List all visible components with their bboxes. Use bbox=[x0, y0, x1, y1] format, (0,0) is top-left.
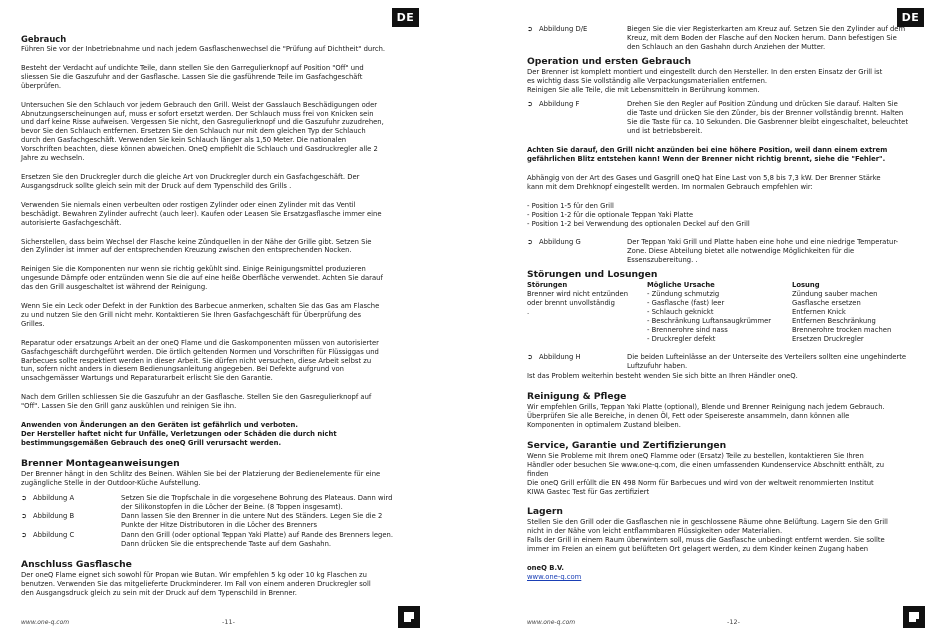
figure-label: Abbildung B bbox=[33, 512, 75, 521]
paragraph: Der oneQ Flame eignet sich sowohl für Propan wie Butan. Wir empfehlen 5 kg oder 10 kg Flaschen zu benutzen. Verwenden Sie das mitgelieferte Druckminderer. Im Fall von einem anderen Druckregler soll den Ausgangsdruck gleich zu sein mit der Druck auf dem Typenschild in Brenner. bbox=[21, 571, 371, 597]
figure-row bbox=[21, 494, 415, 512]
section-troubles bbox=[527, 269, 919, 343]
section-storage bbox=[527, 506, 919, 554]
paragraph: Der Brenner ist komplett montiert und eingestellt durch den Hersteller. In den ersten Einsatz der Grill ist es wichtig dass Sie vollständig alle Verpackungsmaterialien entfernen. Reinigen Sie alle Teile, die mit Lebensmitteln in Berührung kommen. bbox=[527, 67, 883, 94]
figure-row bbox=[527, 238, 919, 265]
section-gebrauch bbox=[21, 34, 415, 54]
table-cell: Zündung sauber machen Gasflasche ersetzen Entfernen Knick Entfernen Beschränkung Brennerohre trocken machen Ersetzen Druckregler bbox=[792, 290, 892, 343]
paragraph: Abhängig von der Art des Gases und Gasgrill oneQ hat Eine Last von 5,8 bis 7,3 kW. Der Brenner Stärke kann mit dem Drehknopf eingestellt werden. Im normalen Gebrauch empfehlen wir: bbox=[527, 173, 881, 191]
paragraph: Stellen Sie den Grill oder die Gasflaschen nie in geschlossene Räume ohne Belüftung. Lagern Sie den Grill nicht in der Nähe von leicht entflammbaren Flüssigkeiten oder Materialien. Falls der Grill in einem Raum überwintern soll, muss die Gasflasche unbedingt entfernt werden. Sie sollte immer im Freien an einem gut belüfteten Ort gelagert werden, zu dem Kinder keinen Zugang haben bbox=[527, 518, 888, 554]
section-montage bbox=[21, 458, 415, 549]
figure-label: Abbildung F bbox=[539, 100, 580, 109]
figure-label: Abbildung D/E bbox=[539, 25, 588, 33]
figure-row bbox=[527, 100, 919, 136]
column-header: Losung bbox=[792, 281, 820, 290]
left-content bbox=[21, 34, 415, 608]
paragraph: Reinigen Sie die Komponenten nur wenn sie richtig gekühlt sind. Einige Reinigungsmittel produzieren ungesunde Dämpfe oder entzünden wenn Sie die auf eine heiße Oberfläche verwendet. Achten Sie darauf das den Grill ausgeschaltet ist während der Reinigung. bbox=[21, 265, 383, 292]
section-service bbox=[527, 440, 919, 497]
oneq-logo bbox=[903, 606, 925, 628]
right-content bbox=[527, 25, 919, 582]
column-header: Störungen bbox=[527, 281, 568, 290]
figure-text: Setzen Sie die Tropfschale in die vorgesehene Bohrung des Plateaus. Dann wird der Silikonstopfen in die Löcher der Beine. (8 Toppen insgesamt). bbox=[121, 493, 393, 511]
paragraph: Wenn Sie Probleme mit Ihrem oneQ Flamme oder (Ersatz) Teile zu bestellen, kontaktieren Sie Ihren Händler oder besuchen Sie www.one-q.com, die einen umfassenden Kundenservice Abschnitt enthält, zu finden Die oneQ Grill erfüllt die EN 498 Norm für Barbecues und wird von der weltweit renommierten Institut KIWA Gastec Test für Gas zertifiziert bbox=[527, 451, 884, 496]
arrow-right-icon: ➲ bbox=[21, 512, 27, 521]
section-heading: Lagern bbox=[527, 506, 563, 518]
footer-url[interactable]: www.one-q.com bbox=[21, 619, 70, 626]
arrow-right-icon: ➲ bbox=[527, 353, 533, 362]
paragraph: Der Brenner hängt in den Schlitz des Beinen. Wählen Sie bei der Platzierung der Bedienelemente für eine zugängliche Stelle in der Outdoor-Küche Aufstellung. bbox=[21, 469, 381, 487]
arrow-right-icon: ➲ bbox=[21, 531, 27, 540]
figure-text: Dann den Grill (oder optional Teppan Yaki Platte) auf Rande des Brenners legen. Dann drücken Sie die entsprechende Taste auf dem Gashahn. bbox=[121, 531, 394, 549]
figure-row bbox=[527, 25, 919, 52]
paragraph: Führen Sie vor der Inbetriebnahme und nach jedem Gasflaschenwechsel die "Prüfung auf Dichtheit" durch. bbox=[21, 45, 386, 53]
section-heading: Operation und ersten Gebrauch bbox=[527, 55, 691, 67]
column-header: Mögliche Ursache bbox=[647, 281, 715, 290]
page-number: -11- bbox=[222, 618, 235, 626]
figure-row bbox=[21, 531, 415, 549]
arrow-right-icon: ➲ bbox=[527, 100, 533, 109]
figure-text: Drehen Sie den Regler auf Position Zündung und drücken Sie darauf. Halten Sie die Taste und drücken Sie den Zünder, bis der Brenner vollständig brennt. Halten Sie die Taste für ca. 10 Sekunden. Die Gasbrenner bleibt eingeschaltet, beleuchtet und ist betriebsbereit. bbox=[627, 100, 909, 136]
section-heading: Brenner Montageanweisungen bbox=[21, 457, 180, 469]
section-heading: Service, Garantie und Zertifizierungen bbox=[527, 439, 727, 451]
footer-url[interactable]: www.one-q.com bbox=[527, 619, 576, 626]
figure-label: Abbildung A bbox=[33, 493, 75, 502]
page-right bbox=[475, 0, 950, 640]
figure-row bbox=[527, 353, 919, 371]
figure-row bbox=[21, 512, 415, 530]
table-cell: - Zündung schmutzig - Gasflasche (fast) leer - Schlauch geknickt - Beschränkung Luftansaugkrümmer - Brennerohre sind nass - Druckregler defekt bbox=[647, 290, 772, 343]
section-heading: Gebrauch bbox=[21, 34, 67, 44]
oneq-logo bbox=[398, 606, 420, 628]
arrow-right-icon: ➲ bbox=[21, 493, 27, 502]
paragraph: Reparatur oder ersatzungs Arbeit an der oneQ Flame und die Gaskomponenten müssen von autorisierter Gasfachgeschäft durchgeführt werden. Die örtlich geltenden Normen und Vorschriften für Flüssiggas und Barbecues sollte respektiert werden in dieser Arbeit. Sie dürfen nicht versuchen, diese Arbeit selbst zu tun, sofern nicht anders in diesem Bedienungsanleitung angegeben. Bei Defekte aufgrund von unsachgemässer Wartungs und Reparaturarbeit erlischt Sie den Garantie. bbox=[21, 338, 379, 383]
paragraph: Ist das Problem weiterhin besteht wenden Sie sich bitte an Ihren Händler oneQ. bbox=[527, 372, 798, 381]
arrow-right-icon: ➲ bbox=[527, 238, 533, 247]
arrow-right-icon: ➲ bbox=[527, 25, 533, 33]
paragraph: Ersetzen Sie den Druckregler durch die gleiche Art von Druckregler durch ein Gasfachgeschäft. Der Ausgangsdruck sollte gleich sein mit der Druck auf dem Typenschild des Grills . bbox=[21, 172, 360, 190]
paragraph: Wenn Sie ein Leck oder Defekt in der Funktion des Barbecue anmerken, schalten Sie das Gas am Flasche zu und nutzen Sie den Grill nicht mehr. Kontaktieren Sie Ihren Gasfachgeschäft für Überprüfung des Grilles. bbox=[21, 302, 380, 328]
figure-label: Abbildung C bbox=[33, 531, 75, 540]
page-number: -12- bbox=[727, 618, 740, 626]
company-name: oneQ B.V. bbox=[527, 564, 564, 573]
warning-text: Achten Sie darauf, den Grill nicht anzünden bei eine höhere Position, weil dann einem extrem gefährlichen Blitz entstehen kann! Wenn der Brenner nicht richtig brennt, siehe die "Fehler". bbox=[527, 146, 888, 163]
position-list: - Position 1-5 für den Grill - Position 1-2 für die optionale Teppan Yaki Platte - Position 1-2 bei Verwendung des optionalen Deckel auf den Grill bbox=[527, 201, 750, 228]
section-operation bbox=[527, 56, 919, 136]
figure-text: Der Teppan Yaki Grill und Platte haben eine hohe und eine niedrige Temperatur- Zone. Diese Abteilung bietet alle notwendige Möglichkeiten für die Essenszubereitung. . bbox=[627, 238, 899, 265]
section-cleaning bbox=[527, 391, 919, 430]
paragraph: Besteht der Verdacht auf undichte Teile, dann stellen Sie den Garregulierknopf auf Position "Off" und sliessen Sie die Gaszufuhr and der Gasflasche. Lassen Sie die gasführende Teile im Gasfachgeschäft überprüfen. bbox=[21, 63, 364, 90]
paragraph: Nach dem Grillen schliessen Sie die Gaszufuhr an der Gasflasche. Stellen Sie den Gasregulierknopf auf "Off". Lassen Sie den Grill ganz auskühlen und reinigen Sie ihn. bbox=[21, 393, 372, 411]
paragraph: Sicherstellen, dass beim Wechsel der Flasche keine Zündquellen in der Nähe der Grille gibt. Setzen Sie den Zylinder ist immer auf der entsprechenden Kreuzung zwischen den entsprechenden Nocken. bbox=[21, 237, 372, 255]
section-heading: Störungen und Losungen bbox=[527, 269, 658, 281]
figure-text: Dann lassen Sie den Brenner in die untere Nut des Ständers. Legen Sie die 2 Punkte der Hitze Distributoren in die Löcher des Brenners bbox=[121, 512, 383, 530]
section-heading: Reinigung & Pflege bbox=[527, 391, 627, 403]
warning-text: Anwenden von Änderungen an den Geräten ist gefährlich und verboten. Der Hersteller haftet nicht fur Unfälle, Verletzungen oder Schäden die durch nicht bestimmungsgemäßen Gebrauch des oneQ Grill verursacht werden. bbox=[21, 421, 337, 447]
figure-text: Die beiden Lufteinlässe an der Unterseite des Verteilers sollten eine ungehinderte Luftzufuhr haben. bbox=[627, 353, 907, 371]
company-link[interactable]: www.one-q.com bbox=[527, 572, 582, 581]
figure-text: Biegen Sie die vier Registerkarten am Kreuz auf. Setzen Sie den Zylinder auf dem Kreuz, mit dem Boden der Flasche auf den Nocken herum. Dann befestigen Sie den Schlauch an den Gashahn durch Anziehen der Mutter. bbox=[627, 25, 906, 51]
paragraph: Verwenden Sie niemals einen verbeulten oder rostigen Zylinder oder einen Zylinder mit das Ventil beschädigt. Bewahren Zylinder aufrecht (auch leer). Kaufen oder Leasen Sie Ersatzgasflasche immer eine autorisierte Gasfachgeschäft. bbox=[21, 200, 382, 227]
paragraph: Untersuchen Sie den Schlauch vor jedem Gebrauch den Grill. Weist der Gasslauch Beschädigungen oder Abnutzungserscheinungen auf, muss er sofort ersetzt werden. Der Schlauch muss frei von Knicken sein und darf keine Risse aufweisen. Vergessen Sie nicht, den Gasregulierknopf und die Gaszufuhr zuzudrehen, bevor Sie den Schlauch entfernen. Ersetzen Sie den Schlauch nur mit dem gleichen Typ der Schlauch durch den Gasfachgeschäft. Verwenden Sie kein Schlauch länger als 1,50 Meter. Die nationalen Vorschriften beachten, diese können abweichen. OneQ empfiehlt die Schlauch und Gasdruckregler alle 2 Jahre zu wechseln. bbox=[21, 100, 384, 163]
paragraph: Wir empfehlen Grills, Teppan Yaki Platte (optional), Blende und Brenner Reinigung nach jedem Gebrauch. Überprüfen Sie alle Bereiche, in denen Öl, Fett oder Speisereste ansammeln, dann können alle Komponenten in optimalem Zustand bleiben. bbox=[527, 403, 885, 429]
troubleshooting-table bbox=[527, 281, 919, 343]
table-cell: Brenner wird nicht entzünden oder brennt unvollständig . bbox=[527, 290, 629, 316]
figure-label: Abbildung G bbox=[539, 238, 581, 247]
section-heading: Anschluss Gasflasche bbox=[21, 559, 132, 571]
language-badge: DE bbox=[392, 8, 419, 27]
figure-label: Abbildung H bbox=[539, 353, 581, 362]
language-badge: DE bbox=[897, 8, 924, 27]
section-gas bbox=[21, 559, 415, 598]
